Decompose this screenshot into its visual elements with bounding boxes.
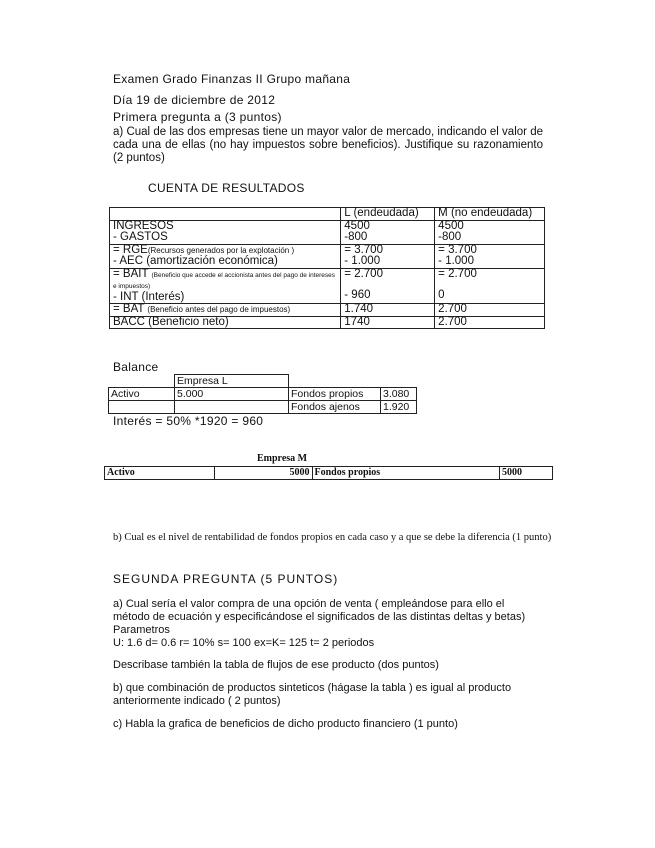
cell-value: 2.700 [435,316,545,329]
cell-value: = 3.700 [438,243,477,256]
cell-value: -800 [438,231,462,243]
row-note: (Recursos generados por la explotación ) [147,245,295,255]
balance-title: Balance [113,360,159,374]
fondos-propios-label: Fondos propios [312,467,500,480]
cell-value: - 1.000 [344,255,381,267]
table-row [105,467,553,480]
parametros-values: U: 1.6 d= 0.6 r= 10% s= 100 ex=K= 125 t= 2 periodos [113,637,375,649]
table-row [109,388,417,401]
cell-value: 4500 [344,219,370,232]
column-header-l: L (endeudada) [341,208,435,221]
cell-value: = 2.700 [344,267,383,280]
activo-label: Activo [109,388,175,401]
row-note: (Beneficio antes del pago de impuestos) [147,305,291,314]
company-l-label: Empresa L [175,375,289,388]
row-label: INGRESOS [113,219,174,232]
fondos-propios-label: Fondos propios [289,388,381,401]
interest-note: Interés = 50% *1920 = 960 [113,414,264,428]
row-label: = BAT [113,303,145,315]
header-empty-cell [110,208,341,221]
balance-l-table [108,374,417,414]
balance-m-table [104,466,553,480]
row-label: BACC (Beneficio neto) [110,316,341,329]
results-title: CUENTA DE RESULTADOS [148,181,305,195]
second-a-line2: método de ecuación y especificándose el significados de las distintas deltas y betas) [113,611,526,623]
second-b-line1: b) que combinación de productos sinteticos (hágase la tabla ) es igual al producto [113,682,512,694]
fondos-ajenos-label: Fondos ajenos [289,401,381,414]
cell-value: 1740 [341,316,435,329]
cell-value: 1.740 [341,304,435,317]
cell-value: 2.700 [435,304,545,317]
cell-value: = 3.700 [344,243,383,256]
cell-value: - 1.000 [438,255,474,267]
cell-value: 4500 [438,219,464,232]
row-label: - AEC (amortización económica) [113,255,278,267]
company-m-label: Empresa M [257,453,308,464]
second-a-line1: a) Cual sería el valor compra de una opción de venta ( empleándose para ello el [113,598,505,610]
fondos-ajenos-value: 1.920 [381,401,417,414]
exam-title: Examen Grado Finanzas II Grupo mañana [113,72,351,86]
question-b-text: b) Cual es el nivel de rentabilidad de fondos propios en cada caso y a que se debe la diferencia (1 punto) [113,532,552,543]
flows-text: Describase también la tabla de flujos de ese producto (dos puntos) [113,659,439,671]
row-label: = RGE [113,243,148,256]
second-b-line2: anteriormente indicado ( 2 puntos) [113,695,281,707]
cell-value: -800 [344,231,368,243]
row-label: = BAIT [113,267,149,280]
first-question-heading: Primera pregunta a (3 puntos) [113,110,282,124]
table-row [110,220,545,244]
row-label: - GASTOS [113,231,168,243]
table-row [109,401,417,414]
row-note: (Beneficio que accede el accionista antes del pago de intereses e impuestos) [113,271,336,290]
fondos-propios-value: 3.080 [381,388,417,401]
second-question-heading: SEGUNDA PREGUNTA (5 PUNTOS) [113,572,339,586]
table-row [110,244,545,268]
parametros-label: Parametros [113,624,170,636]
table-row [110,316,545,329]
cell-value: 0 [438,289,445,301]
question-a-text: a) Cual de las dos empresas tiene un mayor valor de mercado, indicando el valor de cada una de ellas (no hay impuestos sobre beneficios). Justifique su razonamiento (2 puntos) [113,126,543,164]
column-header-m: M (no endeudada) [435,208,545,221]
row-label: - INT (Interés) [113,290,185,303]
fondos-propios-value: 5000 [500,467,553,480]
cell-value: - 960 [344,289,371,301]
table-row [110,304,545,317]
results-table [109,207,545,329]
second-c-line: c) Habla la grafica de beneficios de dicho producto financiero (1 punto) [113,718,458,730]
activo-label: Activo [105,467,215,480]
exam-date: Día 19 de diciembre de 2012 [113,93,276,107]
activo-value: 5.000 [175,388,289,401]
cell-value: = 2.700 [438,267,477,280]
table-row [110,208,545,221]
table-row [110,268,545,304]
table-row [109,375,417,388]
activo-value: 5000 [214,467,312,480]
